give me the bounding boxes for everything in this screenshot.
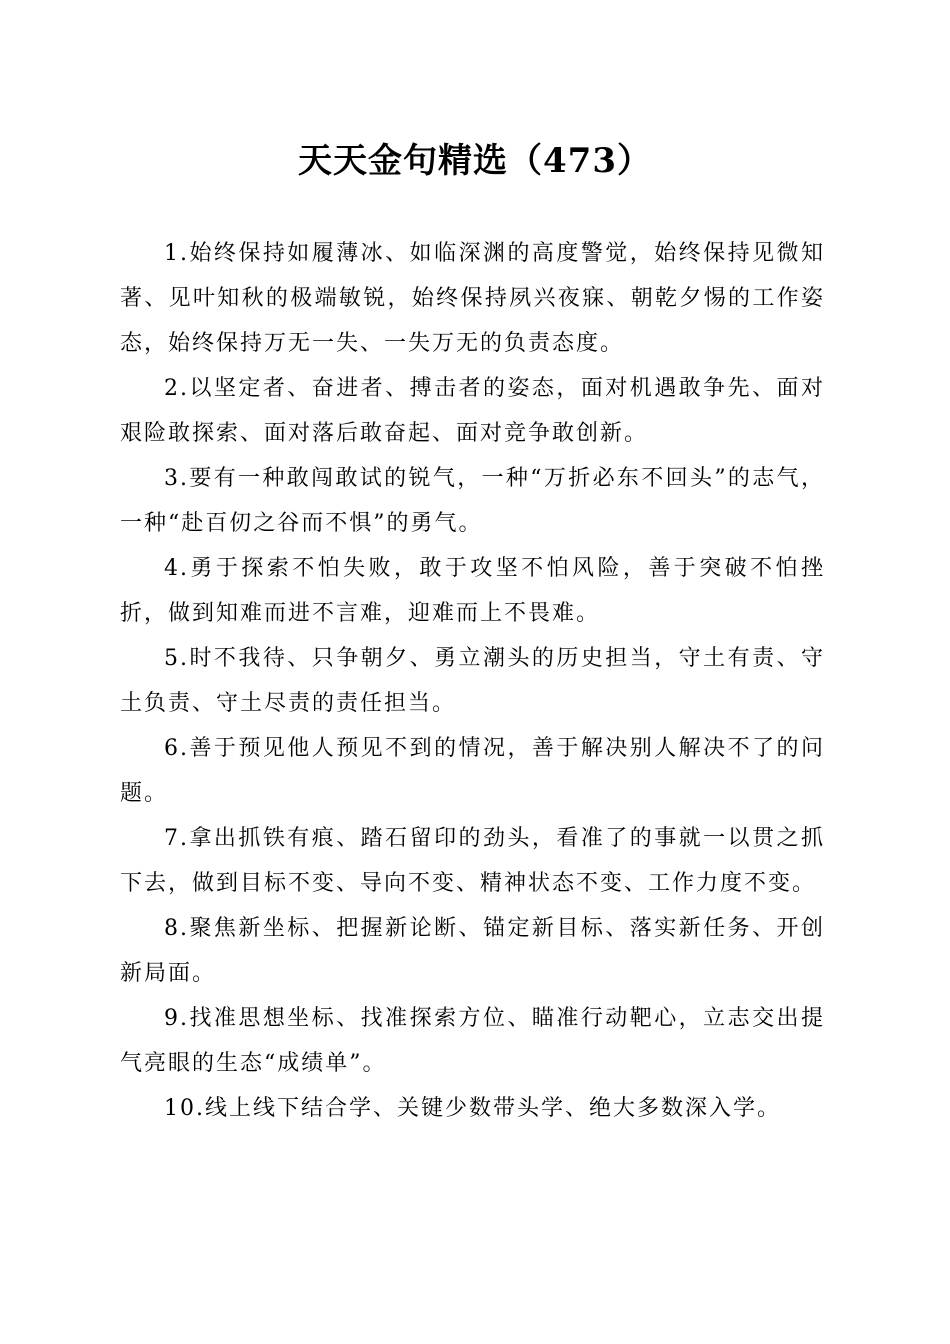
paragraph-7: 7.拿出抓铁有痕、踏石留印的劲头，看准了的事就一以贯之抓下去，做到目标不变、导向不变、精神状态不变、工作力度不变。: [120, 826, 825, 896]
paragraph-10: 10.线上线下结合学、关键少数带头学、绝大多数深入学。: [164, 1096, 781, 1121]
document-body: [120, 231, 825, 1131]
paragraph-2: 2.以坚定者、奋进者、搏击者的姿态，面对机遇敢争先、面对艰险敢探索、面对落后敢奋起、面对竞争敢创新。: [120, 376, 825, 446]
paragraph-8: 8.聚焦新坐标、把握新论断、锚定新目标、落实新任务、开创新局面。: [120, 916, 825, 986]
paragraph-9: 9.找准思想坐标、找准探索方位、瞄准行动靶心，立志交出提气亮眼的生态“成绩单”。: [120, 1006, 825, 1076]
page-title: 天天金句精选（473）: [298, 141, 652, 181]
paragraph-6: 6.善于预见他人预见不到的情况，善于解决别人解决不了的问题。: [120, 736, 825, 806]
paragraph-4: 4.勇于探索不怕失败，敢于攻坚不怕风险，善于突破不怕挫折，做到知难而进不言难，迎难而上不畏难。: [120, 556, 825, 626]
paragraph-5: 5.时不我待、只争朝夕、勇立潮头的历史担当，守土有责、守土负责、守土尽责的责任担当。: [120, 646, 825, 716]
paragraph-3: 3.要有一种敢闯敢试的锐气，一种“万折必东不回头”的志气，一种“赴百仞之谷而不惧”的勇气。: [120, 466, 825, 536]
paragraph-1: 1.始终保持如履薄冰、如临深渊的高度警觉，始终保持见微知著、见叶知秋的极端敏锐，始终保持夙兴夜寐、朝乾夕惕的工作姿态，始终保持万无一失、一失万无的负责态度。: [120, 241, 825, 356]
